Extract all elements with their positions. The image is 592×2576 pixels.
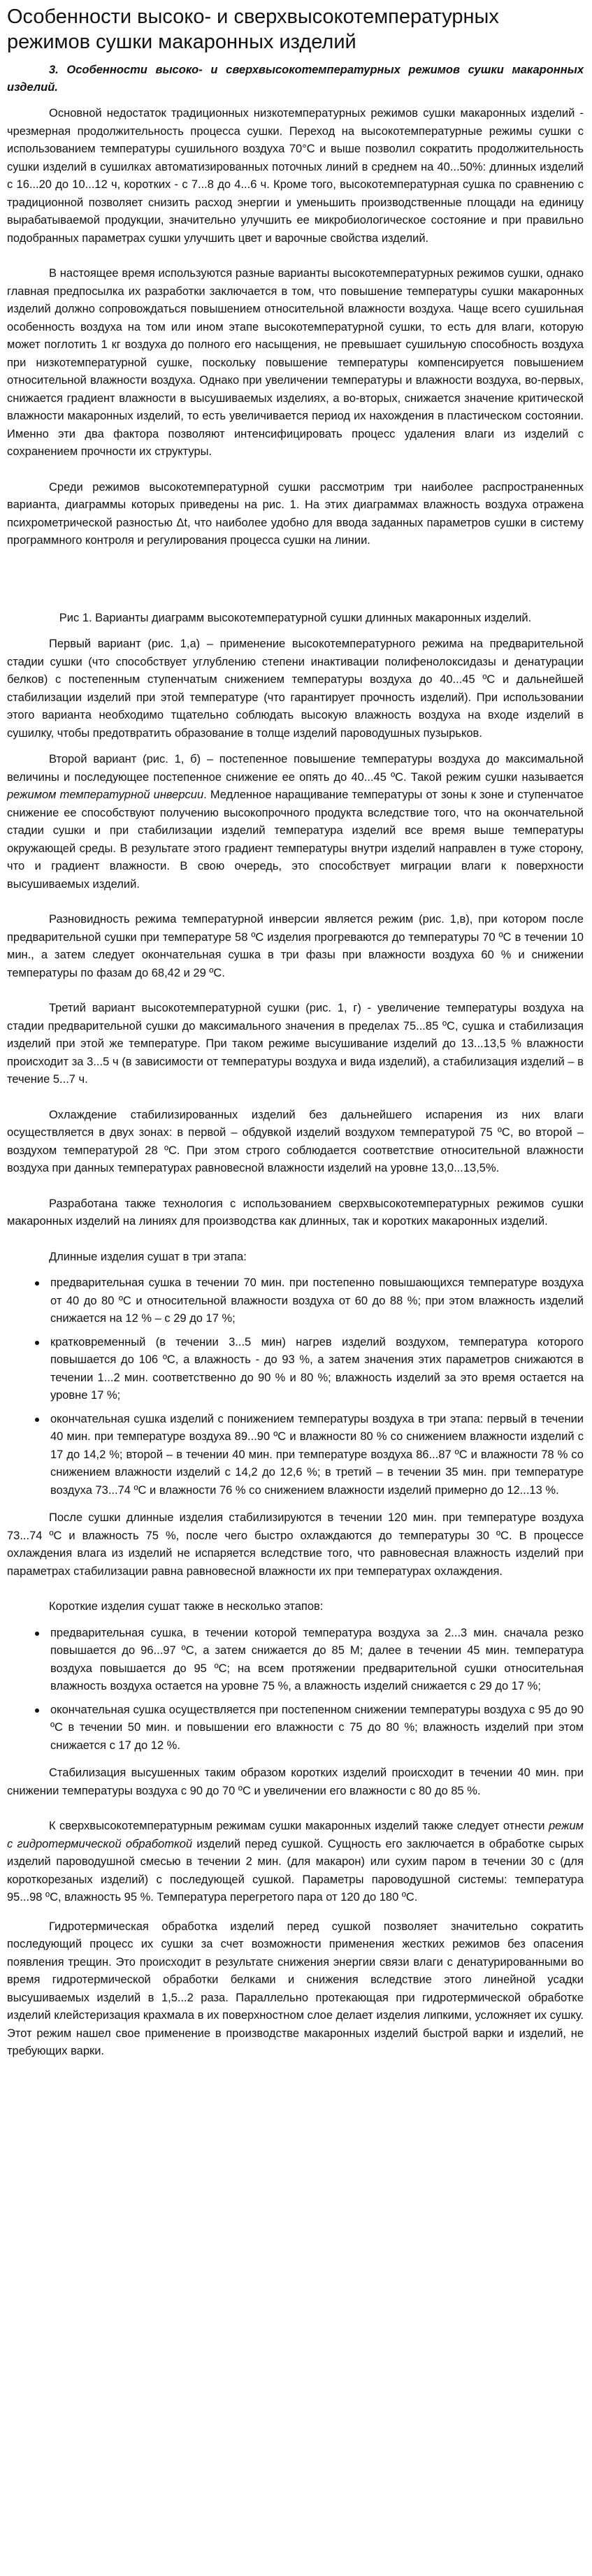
hydro-lead: К сверхвысокотемпературным режимам сушки макаронных изделий также следует отнести — [49, 1820, 545, 1832]
figure-placeholder — [7, 568, 584, 582]
paragraph-three-variants: Среди режимов высокотемпературной сушки рассмотрим три наиболее распространенных варианта, диаграммы которых приведены на рис. 1. На этих диаграммах влажность воздуха отражена психрометрической разностью Δt, что наиболее удобно для ввода заданных параметров сушки в систему программного контроля и регулирования процесса сушки на линии. — [7, 480, 584, 547]
paragraph-variant-1: Первый вариант (рис. 1,а) – применение высокотемпературного режима на предварительной стадии сушки (что способствует углублению степени инактивации полифенолоксидазы и денатурации белков) с постепенным ступенчатым снижением температуры воздуха до 40...45 ºС и дальнейшей стабилизации изделий при этой температуре (что гарантирует прочность изделий). При использовании этого варианта необходимо тщательно соблюдать высокую влажность воздуха на входе изделий в сушилку, чтобы предотвратить образование в толще изделий пароводушных пузырьков. — [7, 638, 584, 740]
hydro-emphasis: режим с гидротермической обработкой — [7, 1820, 584, 1850]
variant-2-lead: Второй вариант (рис. 1, б) – постепенное повышение температуры воздуха до максимальной величины и последующее постепенное снижение ее опять до 40...45 ºС. Такой режим сушки называется — [7, 753, 584, 784]
paragraph-hydrothermal-effects: Гидротермическая обработка изделий перед сушкой позволяет значительно сократить последующий процесс их сушки за счет возможности применения жестких режимов без опасения появления трещин. Это происходит в результате снижения энергии связи влаги с денатурированными во время гидротермической обработки белками и снижения вследствие этого линейной усадки высушиваемых изделий в 1,5...2 раза. Параллельно протекающая при гидротермической обработке изделий клейстеризация крахмала в их поверхностном слое делает изделия липкими, усложняет их сушку. Этот режим нашел свое применение в производстве макаронных изделий быстрой варки и изделий, не требующих варки. — [7, 1920, 584, 2057]
long-products-intro: Длинные изделия сушат в три этапа: — [49, 1250, 247, 1263]
short-products-intro: Короткие изделия сушат также в несколько этапов: — [49, 1600, 324, 1613]
list-item: окончательная сушка изделий с понижением температуры воздуха в три этапа: первый в течении 40 мин. при температуре воздуха 89...90 ºС и влажности 80 % со снижением влажности изделий с 17 до 14,2 %; второй – в течении 40 мин. при температуре воздуха 86...87 ºС и влажности 78 % со снижением влажности изделий с 14,2 до 12,6 %; в третий – в течении 35 мин. при температуре воздуха 73...74 ºС и влажности 76 % со снижением влажности изделий примерно до 12...13 %. — [50, 1411, 584, 1500]
paragraph-variant-3: Третий вариант высокотемпературной сушки (рис. 1, г) - увеличение температуры воздуха на стадии предварительной сушки до максимального значения в пределах 75...85 ºС, сушка и стабилизация изделий при этой же температуре. При таком режиме высушивание изделий до 13...13,5 % влажности происходит за 3...5 ч (в зависимости от температуры воздуха и вида изделий), а стабилизация изделий – в течение 5...7 ч. — [7, 1002, 584, 1086]
figure-caption: Рис 1. Варианты диаграмм высокотемпературной сушки длинных макаронных изделий. — [59, 611, 532, 624]
variant-2-tail: . Медленное наращивание температуры от зоны к зоне и ступенчатое снижение ее способствуют получению высокопрочного продукта вследствие того, что на окончательной стадии сушки и при стабилизации изделий температура изделий все время выше температуры окружающей среды. В результате этого градиент температуры внутри изделий направлен в туже сторону, что и градиент влажности. В свою очередь, это способствует миграции влаги к поверхности высушиваемых изделий. — [7, 789, 584, 891]
paragraph-inversion: Разновидность режима температурной инверсии является режим (рис. 1,в), при котором после предварительной сушки при температуре 58 ºС изделия прогреваются до температуры 70 ºС в течении 10 мин., а затем следует окончательная сушка в три фазы при влажности воздуха 60 % и снижении температуры по фазам до 68,42 и 29 ºС. — [7, 913, 584, 979]
paragraph-short-stabilization: Стабилизация высушенных таким образом коротких изделий происходит в течении 40 мин. при снижении температуры воздуха с 90 до 70 ºС и увеличении его влажности с 80 до 85 %. — [7, 1766, 584, 1797]
paragraph-current-variants: В настоящее время используются разные варианты высокотемпературных режимов сушки, однако главная предпосылка их разработки заключается в том, что повышение температуры сушки макаронных изделий должно сопровождаться повышением относительной влажности воздуха. Чаще всего сушильная особенность воздуха на том или ином этапе высокотемпературной сушки, то есть для влаги, которую может поглотить 1 кг воздуха до полного его насыщения, не превышает сушильную способность воздуха при низкотемпературной сушке, поскольку повышение температуры компенсируется повышением относительной влажности воздуха. Однако при увеличении температуры и влажности воздуха, во-первых, снижается градиент влажности в высушиваемых изделиях, а во-вторых, снижается значение критической влажности макаронных изделий, то есть увеличивается период их нахождения в пластическом состоянии. Именно эти два фактора позволяют интенсифицировать процесс удаления влаги из изделий с сохранением прочности их структуры. — [7, 267, 584, 458]
short-products-stages — [7, 1625, 584, 1755]
paragraph-after-long-drying: После сушки длинные изделия стабилизируются в течении 120 мин. при температуре воздуха 73...74 ºС и влажность 75 %, после чего быстро охлаждаются до температуры 30 ºС. В процессе охлаждения влага из изделий не испаряется вследствие того, что равновесная влажность изделий при параметрах стабилизации равна равновесной влажности их при температурах охлаждения. — [7, 1511, 584, 1578]
paragraph-hydrothermal — [7, 1818, 584, 1907]
paragraph-ultra-high: Разработана также технология с использованием сверхвысокотемпературных режимов сушки макаронных изделий на линиях для производства как длинных, так и коротких макаронных изделий. — [7, 1197, 584, 1228]
variant-2-emphasis: режимом температурной инверсии — [7, 789, 204, 801]
list-item: окончательная сушка осуществляется при постепенном снижении температуры воздуха с 95 до 90 ºС в течении 50 мин. и повышении его влажности с 75 до 80 %; влажность изделий при этом снижается с 17 до 12 %. — [50, 1701, 584, 1755]
list-item: предварительная сушка в течении 70 мин. при постепенно повышающихся температуре воздуха от 40 до 80 ºС и относительной влажности воздуха от 60 до 88 %; при этом влажность изделий снижается на 12 % – с 29 до 17 %; — [50, 1274, 584, 1328]
paragraph-intro: Основной недостаток традиционных низкотемпературных режимов сушки макаронных изделий - чрезмерная продолжительность процесса сушки. Переход на высокотемпературные режимы сушки с использованием температуры сушильного воздуха 70°С и выше позволил сократить продолжительность сушки изделий в сушилках автоматизированных поточных линий в среднем на 40...50%: длинных изделий с 16...20 до 10...12 ч, коротких - с 7...8 до 4...6 ч. Кроме того, высокотемпературная сушка по сравнению с традиционной позволяет снизить расход энергии и уменьшить производственные площади на единицу вырабатываемой продукции, значительно улучшить ее микробиологическое состояние и при правильно подобранных параметрах сушки улучшить цвет и варочные свойства изделий. — [7, 107, 584, 245]
section-heading: 3. Особенности высоко- и сверхвысокотемпературных режимов сушки макаронных изделий. — [7, 64, 584, 94]
long-products-stages — [7, 1274, 584, 1499]
paragraph-variant-2 — [7, 751, 584, 893]
list-item: предварительная сушка, в течении которой температура воздуха за 2...3 мин. сначала резко повышается до 96...97 ºС, а затем снижается до 85 М; далее в течении 45 мин. температура воздуха повышается до 95 ºС; на всем протяжении предварительной сушки относительная влажность воздуха остается на уровне 75 %, а влажность изделий снижается с 29 до 17 %; — [50, 1625, 584, 1696]
paragraph-cooling: Охлаждение стабилизированных изделий без дальнейшего испарения из них влаги осуществляется в двух зонах: в первой – обдувкой изделий воздухом температурой 75 ºС, во второй – воздухом температурой 28 ºС. При этом строго соблюдается соответствие относительной влажности воздуха при данных температурах равновесной влажности изделий на уровне 13,0...13,5%. — [7, 1108, 584, 1174]
list-item: кратковременный (в течении 3...5 мин) нагрев изделий воздухом, температура которого повышается до 106 ºС, а влажность - до 93 %, а затем значения этих параметров снижаются в течении 1...2 мин. соответственно до 90 % и 80 %; влажность изделий за это время остается на уровне 17 %; — [50, 1334, 584, 1405]
page-title: Особенности высоко- и сверхвысокотемпературных режимов сушки макаронных изделий — [7, 6, 499, 53]
hydro-tail: изделий перед сушкой. Сущность его заключается в обработке сырых изделий пароводушной смесью в течении 2 мин. (для макарон) или сухим паром в течении 30 с (для короткорезаных изделий) с последующей сушкой. Параметры пароводушной системы: температура 95...98 ºС, влажность 95 %. Температура перегретого пара от 120 до 180 ºС. — [7, 1837, 584, 1904]
